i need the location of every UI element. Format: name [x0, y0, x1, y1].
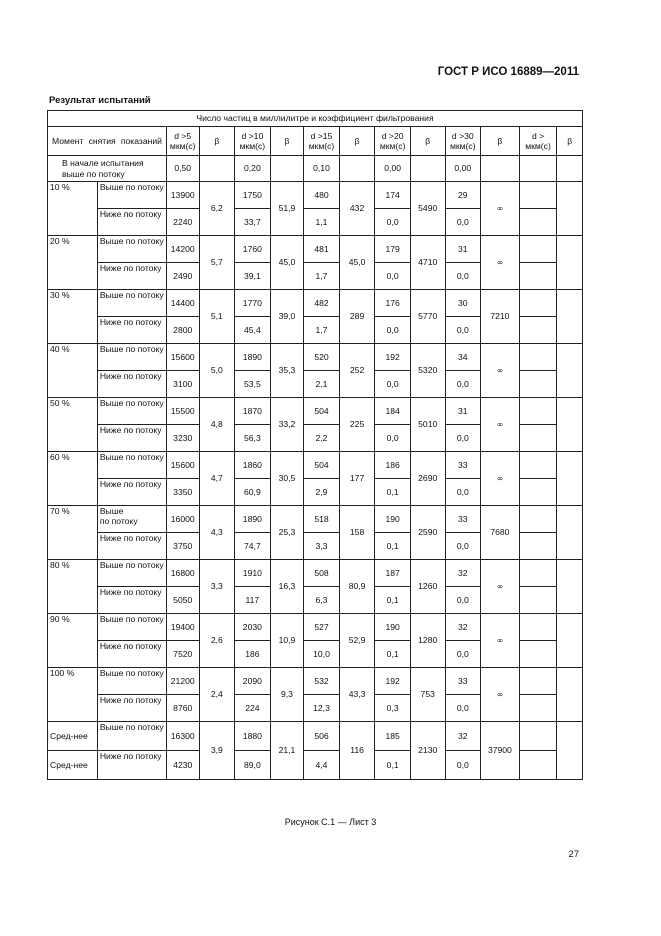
downstream-label: Ниже по потоку — [97, 587, 166, 614]
downstream-label: Ниже по потоку — [97, 209, 166, 236]
count-cell — [519, 290, 557, 317]
count-cell: 0,0 — [445, 263, 481, 290]
beta-cell: 3,9 — [199, 722, 235, 780]
beta-cell: ∞ — [481, 614, 520, 668]
table-row-upstream — [48, 182, 583, 209]
count-cell: 2490 — [166, 263, 199, 290]
count-cell: 1,1 — [304, 209, 340, 236]
results-table — [47, 110, 583, 780]
count-cell — [519, 722, 557, 751]
count-cell: 16300 — [166, 722, 199, 751]
count-cell: 0,0 — [375, 263, 411, 290]
beta-cell — [557, 344, 583, 398]
beta-cell: 5320 — [410, 344, 445, 398]
count-cell: 1760 — [235, 236, 271, 263]
table-row-upstream — [48, 506, 583, 533]
load-percent: 50 % — [48, 398, 98, 452]
start-value-cell: 0,20 — [235, 156, 271, 182]
beta-cell: 432 — [339, 182, 375, 236]
count-cell: 31 — [445, 236, 481, 263]
beta-cell: 39,0 — [270, 290, 304, 344]
count-cell: 14200 — [166, 236, 199, 263]
count-cell — [519, 479, 557, 506]
beta-column-header: β — [410, 127, 445, 156]
beta-cell: 4,7 — [199, 452, 235, 506]
count-cell: 1870 — [235, 398, 271, 425]
table-row-upstream — [48, 668, 583, 695]
beta-cell: 3,3 — [199, 560, 235, 614]
table-row-upstream — [48, 236, 583, 263]
beta-cell: 4,8 — [199, 398, 235, 452]
count-cell: 0,1 — [375, 587, 411, 614]
load-percent: 60 % — [48, 452, 98, 506]
count-cell: 480 — [304, 182, 340, 209]
count-cell: 117 — [235, 587, 271, 614]
size-column-header: d >10 мкм(с) — [235, 127, 271, 156]
count-cell: 16800 — [166, 560, 199, 587]
count-cell: 19400 — [166, 614, 199, 641]
count-cell: 1890 — [235, 344, 271, 371]
count-cell — [519, 452, 557, 479]
count-cell: 481 — [304, 236, 340, 263]
load-percent: 20 % — [48, 236, 98, 290]
upstream-label: Выше по потоку — [97, 236, 166, 263]
beta-cell — [557, 236, 583, 290]
count-cell: 33 — [445, 668, 481, 695]
table-row-upstream — [48, 344, 583, 371]
beta-column-header: β — [339, 127, 375, 156]
count-cell: 187 — [375, 560, 411, 587]
count-cell: 1770 — [235, 290, 271, 317]
count-cell: 184 — [375, 398, 411, 425]
count-cell — [519, 317, 557, 344]
count-cell: 4230 — [166, 751, 199, 780]
beta-cell: 289 — [339, 290, 375, 344]
count-cell: 0,3 — [375, 695, 411, 722]
upstream-label: Выше по потоку — [97, 668, 166, 695]
beta-cell: 16,3 — [270, 560, 304, 614]
beta-cell: 5,0 — [199, 344, 235, 398]
count-cell — [519, 236, 557, 263]
count-cell: 504 — [304, 452, 340, 479]
count-cell: 31 — [445, 398, 481, 425]
count-cell: 504 — [304, 398, 340, 425]
beta-cell: 2130 — [410, 722, 445, 780]
table-row-upstream — [48, 290, 583, 317]
count-cell: 33 — [445, 452, 481, 479]
beta-cell: 45,0 — [270, 236, 304, 290]
count-cell: 186 — [235, 641, 271, 668]
beta-cell: ∞ — [481, 668, 520, 722]
beta-cell — [557, 398, 583, 452]
count-cell: 74,7 — [235, 533, 271, 560]
count-cell — [519, 751, 557, 780]
count-cell: 176 — [375, 290, 411, 317]
count-cell: 0,0 — [445, 425, 481, 452]
count-cell: 15600 — [166, 344, 199, 371]
count-cell — [519, 641, 557, 668]
count-cell: 518 — [304, 506, 340, 533]
downstream-label: Ниже по потоку — [97, 371, 166, 398]
beta-cell — [557, 722, 583, 780]
header-row — [48, 127, 583, 156]
count-cell: 33 — [445, 506, 481, 533]
beta-cell: 5,1 — [199, 290, 235, 344]
beta-column-header: β — [199, 127, 235, 156]
count-cell: 0,0 — [375, 371, 411, 398]
beta-cell: 37900 — [481, 722, 520, 780]
beta-cell: 252 — [339, 344, 375, 398]
count-cell: 3750 — [166, 533, 199, 560]
count-cell: 0,0 — [445, 641, 481, 668]
count-cell: 506 — [304, 722, 340, 751]
beta-column-header: β — [270, 127, 304, 156]
count-cell: 0,1 — [375, 533, 411, 560]
count-cell: 7520 — [166, 641, 199, 668]
count-cell: 32 — [445, 560, 481, 587]
count-cell: 2240 — [166, 209, 199, 236]
beta-cell: 177 — [339, 452, 375, 506]
beta-cell: 1280 — [410, 614, 445, 668]
count-cell: 508 — [304, 560, 340, 587]
count-cell — [519, 560, 557, 587]
moment-header: Момент снятия показаний — [48, 127, 167, 156]
downstream-label: Ниже по потоку — [97, 317, 166, 344]
downstream-label: Ниже по потоку — [97, 641, 166, 668]
count-cell: 15500 — [166, 398, 199, 425]
beta-cell: 1260 — [410, 560, 445, 614]
count-cell: 89,0 — [235, 751, 271, 780]
start-value-cell: 0,00 — [445, 156, 481, 182]
count-cell: 520 — [304, 344, 340, 371]
count-cell: 53,5 — [235, 371, 271, 398]
downstream-label: Ниже по потоку — [97, 533, 166, 560]
count-cell: 192 — [375, 344, 411, 371]
start-value-cell — [270, 156, 304, 182]
count-cell: 0,0 — [445, 751, 481, 780]
count-cell — [519, 587, 557, 614]
load-percent: 30 % — [48, 290, 98, 344]
count-cell: 2,9 — [304, 479, 340, 506]
beta-cell: 33,2 — [270, 398, 304, 452]
downstream-label: Ниже по потоку — [97, 695, 166, 722]
count-cell: 0,1 — [375, 641, 411, 668]
upstream-label: Выше по потоку — [97, 182, 166, 209]
count-cell: 1860 — [235, 452, 271, 479]
document-id: ГОСТ Р ИСО 16889—2011 — [437, 66, 579, 78]
count-cell: 0,0 — [445, 479, 481, 506]
count-cell — [519, 263, 557, 290]
beta-cell: 9,3 — [270, 668, 304, 722]
beta-cell: 2,6 — [199, 614, 235, 668]
beta-cell — [557, 506, 583, 560]
beta-cell: 80,9 — [339, 560, 375, 614]
count-cell — [519, 425, 557, 452]
beta-cell: 52,9 — [339, 614, 375, 668]
count-cell: 190 — [375, 614, 411, 641]
count-cell: 2,1 — [304, 371, 340, 398]
count-cell — [519, 182, 557, 209]
count-cell: 16000 — [166, 506, 199, 533]
count-cell: 3,3 — [304, 533, 340, 560]
count-cell — [519, 344, 557, 371]
count-cell: 174 — [375, 182, 411, 209]
beta-cell: 2,4 — [199, 668, 235, 722]
count-cell: 1910 — [235, 560, 271, 587]
count-cell: 0,1 — [375, 479, 411, 506]
count-cell: 30 — [445, 290, 481, 317]
section-title: Результат испытаний — [49, 95, 151, 106]
count-cell — [519, 209, 557, 236]
table-caption: Число частиц в миллилитре и коэффициент фильтрования — [48, 111, 583, 127]
start-value-cell — [410, 156, 445, 182]
beta-cell: ∞ — [481, 236, 520, 290]
count-cell: 14400 — [166, 290, 199, 317]
count-cell: 2800 — [166, 317, 199, 344]
count-cell: 34 — [445, 344, 481, 371]
count-cell: 192 — [375, 668, 411, 695]
start-value-cell — [481, 156, 520, 182]
beta-cell: 5490 — [410, 182, 445, 236]
upstream-label: Выше по потоку — [97, 614, 166, 641]
count-cell: 1,7 — [304, 317, 340, 344]
count-cell: 4,4 — [304, 751, 340, 780]
count-cell: 0,1 — [375, 751, 411, 780]
start-value-cell — [339, 156, 375, 182]
beta-cell: 753 — [410, 668, 445, 722]
beta-cell: ∞ — [481, 182, 520, 236]
count-cell: 32 — [445, 722, 481, 751]
count-cell — [519, 668, 557, 695]
beta-cell — [557, 182, 583, 236]
page-number: 27 — [568, 849, 579, 860]
beta-cell: ∞ — [481, 560, 520, 614]
beta-cell: 5770 — [410, 290, 445, 344]
start-value-cell — [199, 156, 235, 182]
count-cell: 0,0 — [375, 209, 411, 236]
count-cell — [519, 533, 557, 560]
count-cell: 2030 — [235, 614, 271, 641]
count-cell: 190 — [375, 506, 411, 533]
load-percent: 90 % — [48, 614, 98, 668]
count-cell: 13900 — [166, 182, 199, 209]
count-cell: 60,9 — [235, 479, 271, 506]
size-column-header: d > мкм(с) — [519, 127, 557, 156]
beta-cell: ∞ — [481, 398, 520, 452]
count-cell: 186 — [375, 452, 411, 479]
beta-cell: 7210 — [481, 290, 520, 344]
load-percent: 70 % — [48, 506, 98, 560]
count-cell: 6,3 — [304, 587, 340, 614]
count-cell: 8760 — [166, 695, 199, 722]
count-cell: 1890 — [235, 506, 271, 533]
count-cell — [519, 371, 557, 398]
upstream-label: Выше по потоку — [97, 506, 166, 533]
beta-cell: 5010 — [410, 398, 445, 452]
count-cell — [519, 695, 557, 722]
count-cell: 185 — [375, 722, 411, 751]
beta-cell: 51,9 — [270, 182, 304, 236]
downstream-label: Ниже по потоку — [97, 263, 166, 290]
count-cell: 482 — [304, 290, 340, 317]
count-cell: 0,0 — [445, 533, 481, 560]
count-cell: 3230 — [166, 425, 199, 452]
beta-cell: ∞ — [481, 344, 520, 398]
beta-cell — [557, 560, 583, 614]
beta-cell: 21,1 — [270, 722, 304, 780]
beta-column-header: β — [481, 127, 520, 156]
count-cell: 33,7 — [235, 209, 271, 236]
upstream-label: Выше по потоку — [97, 560, 166, 587]
count-cell: 224 — [235, 695, 271, 722]
beta-cell: 25,3 — [270, 506, 304, 560]
count-cell: 527 — [304, 614, 340, 641]
beta-cell: 6,2 — [199, 182, 235, 236]
upstream-label: Выше по потоку — [97, 722, 166, 751]
start-value-cell: 0,10 — [304, 156, 340, 182]
beta-cell: 43,3 — [339, 668, 375, 722]
count-cell: 39,1 — [235, 263, 271, 290]
downstream-label: Ниже по потоку — [97, 479, 166, 506]
table-row-upstream — [48, 452, 583, 479]
count-cell: 2,2 — [304, 425, 340, 452]
count-cell: 21200 — [166, 668, 199, 695]
count-cell: 32 — [445, 614, 481, 641]
count-cell: 29 — [445, 182, 481, 209]
size-column-header: d >30 мкм(с) — [445, 127, 481, 156]
count-cell: 15600 — [166, 452, 199, 479]
beta-cell: 4,3 — [199, 506, 235, 560]
average-label: Сред-нее — [48, 751, 98, 780]
beta-cell — [557, 614, 583, 668]
count-cell: 3100 — [166, 371, 199, 398]
upstream-label: Выше по потоку — [97, 398, 166, 425]
beta-cell: 225 — [339, 398, 375, 452]
count-cell: 56,3 — [235, 425, 271, 452]
size-column-header: d >15 мкм(с) — [304, 127, 340, 156]
beta-cell — [557, 668, 583, 722]
downstream-label: Ниже по потоку — [97, 751, 166, 780]
count-cell: 10,0 — [304, 641, 340, 668]
beta-column-header: β — [557, 127, 583, 156]
load-percent: 100 % — [48, 668, 98, 722]
beta-cell: 5,7 — [199, 236, 235, 290]
size-column-header: d >5 мкм(с) — [166, 127, 199, 156]
beta-cell: 10,9 — [270, 614, 304, 668]
load-percent: 10 % — [48, 182, 98, 236]
count-cell: 1880 — [235, 722, 271, 751]
count-cell: 1750 — [235, 182, 271, 209]
upstream-label: Выше по потоку — [97, 344, 166, 371]
start-value-cell: 0,50 — [166, 156, 199, 182]
upstream-label: Выше по потоку — [97, 452, 166, 479]
beta-cell: 116 — [339, 722, 375, 780]
beta-cell: 2690 — [410, 452, 445, 506]
load-percent: 80 % — [48, 560, 98, 614]
count-cell: 2090 — [235, 668, 271, 695]
load-percent: 40 % — [48, 344, 98, 398]
table-row-upstream — [48, 614, 583, 641]
count-cell: 0,0 — [445, 209, 481, 236]
beta-cell: 4710 — [410, 236, 445, 290]
count-cell — [519, 398, 557, 425]
count-cell: 0,0 — [445, 587, 481, 614]
table-row-upstream — [48, 560, 583, 587]
count-cell: 3350 — [166, 479, 199, 506]
average-label: Сред-нее — [48, 722, 98, 751]
beta-cell: 35,3 — [270, 344, 304, 398]
count-cell: 0,0 — [375, 317, 411, 344]
count-cell: 0,0 — [445, 695, 481, 722]
count-cell: 179 — [375, 236, 411, 263]
start-value-cell: 0,00 — [375, 156, 411, 182]
figure-caption: Рисунок С.1 — Лист 3 — [284, 817, 377, 827]
count-cell: 0,0 — [375, 425, 411, 452]
table-row-upstream — [48, 398, 583, 425]
beta-cell: 30,5 — [270, 452, 304, 506]
start-value-cell — [519, 156, 557, 182]
count-cell — [519, 614, 557, 641]
start-label: В начале испытания выше по потоку — [48, 156, 167, 182]
count-cell: 5050 — [166, 587, 199, 614]
count-cell: 532 — [304, 668, 340, 695]
size-column-header: d >20 мкм(с) — [375, 127, 411, 156]
count-cell: 1,7 — [304, 263, 340, 290]
beta-cell: 158 — [339, 506, 375, 560]
beta-cell: 7680 — [481, 506, 520, 560]
count-cell: 0,0 — [445, 317, 481, 344]
beta-cell: 45,0 — [339, 236, 375, 290]
beta-cell — [557, 290, 583, 344]
beta-cell — [557, 452, 583, 506]
start-row — [48, 156, 583, 182]
count-cell — [519, 506, 557, 533]
beta-cell: 2590 — [410, 506, 445, 560]
downstream-label: Ниже по потоку — [97, 425, 166, 452]
count-cell: 12,3 — [304, 695, 340, 722]
count-cell: 45,4 — [235, 317, 271, 344]
start-value-cell — [557, 156, 583, 182]
beta-cell: ∞ — [481, 452, 520, 506]
table-row-upstream — [48, 722, 583, 751]
count-cell: 0,0 — [445, 371, 481, 398]
upstream-label: Выше по потоку — [97, 290, 166, 317]
